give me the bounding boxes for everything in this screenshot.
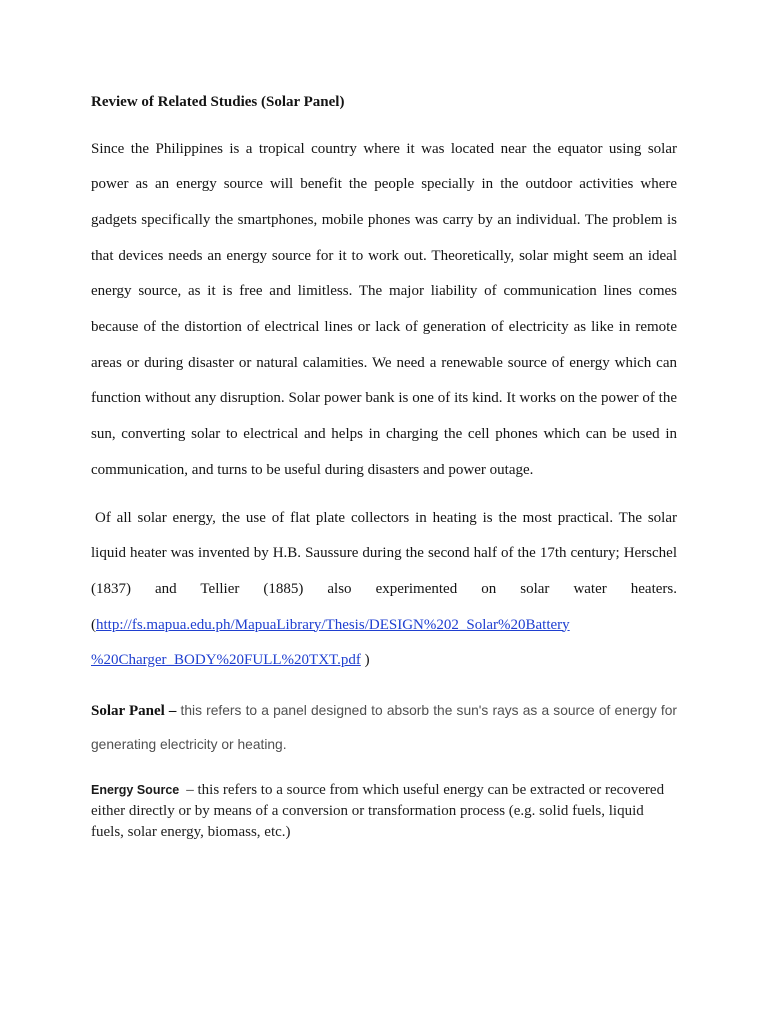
- definition-line: [91, 728, 677, 762]
- paragraph-line: Since the Philippines is a tropical country where it was located near the equator using solar: [91, 140, 677, 157]
- reference-line: [91, 608, 677, 644]
- definition-energy-source: [91, 780, 677, 843]
- paragraph-line: function without any disruption. Solar power bank is one of its kind. It works on the power of the: [91, 390, 677, 407]
- reference-close-paren: ): [360, 652, 370, 669]
- definition-line: fuels, solar energy, biomass, etc.): [91, 824, 291, 840]
- paragraph-line: communication, and turns to be useful during disasters and power outage.: [91, 461, 534, 478]
- paragraph-line: because of the distortion of electrical lines or lack of generation of electricity as like in remote: [91, 319, 677, 336]
- definition-line: [91, 694, 677, 728]
- reference-line: [91, 643, 677, 679]
- definition-solar-panel: [91, 694, 677, 762]
- definition-term: Energy Source: [91, 783, 180, 797]
- paragraph-flat-plate-collectors: [91, 501, 677, 680]
- paragraph-line: gadgets specifically the smartphones, mobile phones was carry by an individual. The problem is: [91, 211, 677, 228]
- paragraph-line: areas or during disaster or natural calamities. We need a renewable source of energy which can: [91, 354, 677, 371]
- paragraph-line: liquid heater was invented by H.B. Saussure during the second half of the 17th century; Herschel: [91, 545, 677, 562]
- paragraph-line: power as an energy source will benefit the people specially in the outdoor activities where: [91, 176, 677, 193]
- paragraph-line: sun, converting solar to electrical and helps in charging the cell phones which can be used in: [91, 426, 677, 443]
- reference-link[interactable]: %20Charger_BODY%20FULL%20TXT.pdf: [91, 652, 361, 669]
- definition-text: this refers to a panel designed to absorb the sun's rays as a source of energy for: [180, 703, 678, 718]
- definition-line: either directly or by means of a conversion or transformation process (e.g. solid fuels, liquid: [91, 803, 644, 819]
- paragraph-line: that devices needs an energy source for it to work out. Theoretically, solar might seem an ideal: [91, 247, 677, 264]
- paragraph-solar-power-philippines: [91, 132, 677, 489]
- paragraph-line: (1837) and Tellier (1885) also experimented on solar water heaters.: [91, 580, 677, 597]
- reference-link[interactable]: http://fs.mapua.edu.ph/MapuaLibrary/Thesis/DESIGN%202_Solar%20Battery: [96, 616, 570, 633]
- document-title: Review of Related Studies (Solar Panel): [91, 94, 345, 110]
- paragraph-line: energy source, as it is free and limitless. The major liability of communication lines comes: [91, 283, 677, 300]
- definition-term: Solar Panel –: [91, 703, 177, 719]
- definition-text: – this refers to a source from which useful energy can be extracted or recovered: [186, 782, 665, 798]
- definition-line: [91, 780, 677, 801]
- paragraph-line: Of all solar energy, the use of flat plate collectors in heating is the most practical. The solar: [95, 509, 677, 526]
- reference-open-paren: (: [91, 616, 96, 633]
- definition-text: generating electricity or heating.: [91, 737, 287, 752]
